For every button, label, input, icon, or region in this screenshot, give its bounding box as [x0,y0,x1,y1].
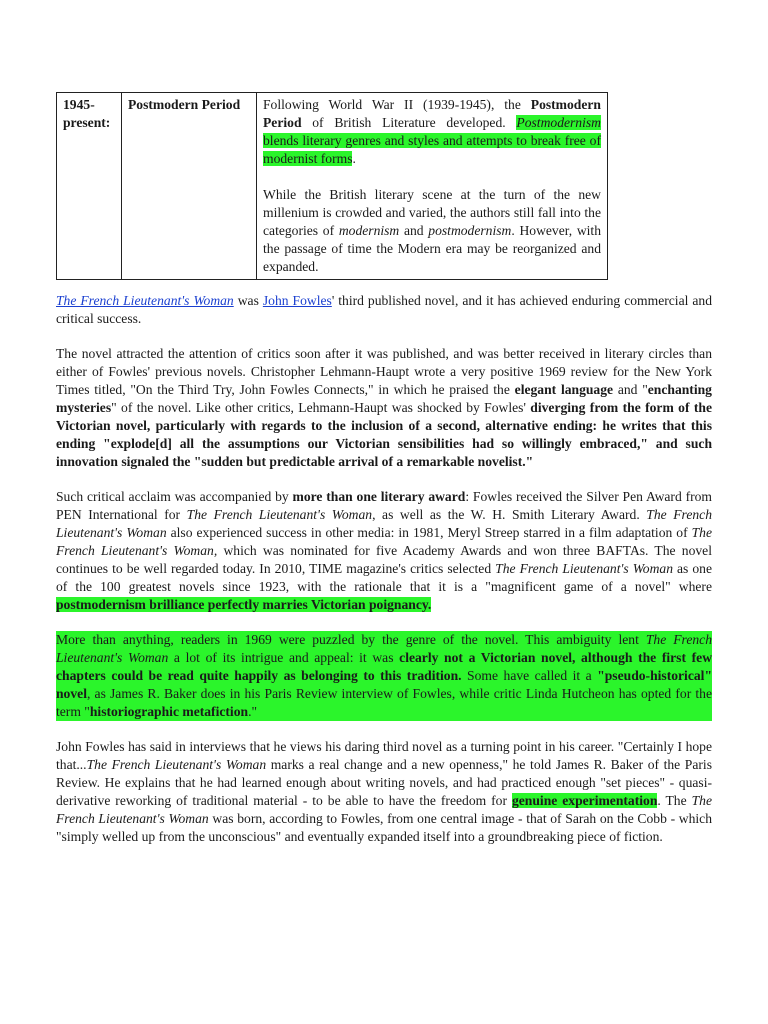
text-run: , as well as the W. H. Smith Literary Award. [372,507,647,522]
text-run: . [352,151,356,166]
text-run: a lot of its intrigue and appeal: it was [168,650,400,665]
period-description-para-2 [263,186,601,276]
text-run: also experienced success in other media: in 1981, Meryl Streep starred in a film adaptation of [166,525,692,540]
text-run: ' third published novel, and it has achieved enduring commercial and critical success. [56,293,712,326]
period-years-cell: 1945-present: [57,93,122,280]
paragraph-genre-highlighted [56,631,712,721]
paragraph-intro [56,292,712,328]
bold-run: elegant language [514,382,614,397]
text-run: : Fowles received the Silver Pen Award from PEN International for [56,489,712,522]
table-row [57,93,608,280]
period-table [56,92,608,280]
text-run: ." [248,704,258,719]
text-run: of British Literature developed. [301,115,517,130]
paragraph-critics [56,345,712,471]
text-run: John Fowles has said in interviews that he views his daring third novel as a turning point in his career. "Certainly I hope that... [56,739,712,772]
document-page [56,92,712,846]
highlighted-bold-run: postmodernism brilliance perfectly marries Victorian poignancy. [56,597,432,612]
bold-run: "pseudo-historical" novel [56,668,712,701]
text-run: . However, with the passage of time the Modern era may be reorganized and expanded. [263,223,601,274]
bold-run: more than one literary award [292,489,466,504]
text-run: was born, according to Fowles, from one central image - that of Sarah on the Cobb - which "simply welled up from the unconscious" and eventually expanded itself into a groundbreaking piece of fiction. [56,811,712,844]
italic-run: The French Lieutenant's Woman [86,757,267,772]
text-run: marks a real change and a new openness," he told James R. Baker of the Paris Review. He explains that he had learned enough about writing novels, and had practiced enough "set pieces" - quasi-derivative reworking of traditional material - to be able to have the freedom for [56,757,712,808]
text-run: The novel attracted the attention of critics soon after it was published, and was better received in literary circles than either of Fowles' previous novels. Christopher Lehmann-Haupt wrote a very positive 1969 review for the New York Times titled, "On the Third Try, John Fowles Connects," in which he praised the [56,346,712,397]
period-description-cell [257,93,608,280]
highlighted-italic-run: Postmodernism [516,115,601,130]
novel-title-link[interactable]: The French Lieutenant's Woman [56,293,234,308]
italic-run: The French Lieutenant's Woman [56,793,712,826]
italic-run: The French Lieutenant's Woman [56,507,712,540]
text-run: " of the novel. Like other critics, Lehmann-Haupt was shocked by Fowles' [111,400,531,415]
period-name-cell: Postmodern Period [122,93,257,280]
text-run: which was nominated for five Academy Awards and won three BAFTAs. The novel continues to be well regarded today. In 2010, TIME magazine's critics selected [56,543,712,576]
text-run: and " [613,382,648,397]
highlighted-bold-run: genuine experimentation [511,793,658,808]
paragraph-turning-point [56,738,712,846]
italic-run: postmodernism [428,223,512,238]
author-link[interactable]: John Fowles [262,293,332,308]
italic-run: modernism [338,223,400,238]
bold-run: enchanting mysteries [56,382,712,415]
italic-run: The French Lieutenant's Woman [56,632,712,665]
bold-run: diverging from the form of the Victorian novel, particularly with regards to the inclusion of a second, alternative ending: he writes that this ending "explode[d] all the assumptions our Victorian sensibilities had so willingly embraced," and such innovation signaled the "sudden but predictable arrival of a remarkable novelist." [56,400,712,469]
italic-run: The French Lieutenant's Woman [186,507,373,522]
bold-run: Postmodern Period [263,97,601,130]
text-run: While the British literary scene at the turn of the new millenium is crowded and varied, the authors still fall into the categories of [263,187,601,238]
text-run: , as James R. Baker does in his Paris Review interview of Fowles, while critic Linda Hutcheon has opted for the term " [56,686,712,719]
text-run: . The [657,793,692,808]
period-description-para-1 [263,96,601,168]
text-run: as one of the 100 greatest novels since 1923, with the rationale that it is a "magnificent game of a novel" where [56,561,712,594]
text-run: Following World War II (1939-1945), the [263,97,531,112]
italic-run: The French Lieutenant's Woman [495,561,673,576]
bold-run: clearly not a Victorian novel, although the first few chapters could be read quite happily as belonging to this tradition. [56,650,713,683]
text-run: Some have called it a [461,668,598,683]
bold-run: historiographic metafiction [89,704,249,719]
text-run: Such critical acclaim was accompanied by [56,489,293,504]
text-run: and [399,223,429,238]
highlighted-run: blends literary genres and styles and attempts to break free of modernist forms [263,133,601,166]
paragraph-awards [56,488,712,614]
text-run: More than anything, readers in 1969 were puzzled by the genre of the novel. This ambiguity lent [56,632,646,647]
text-run: was [233,293,263,308]
italic-run: The French Lieutenant's Woman, [56,525,712,558]
